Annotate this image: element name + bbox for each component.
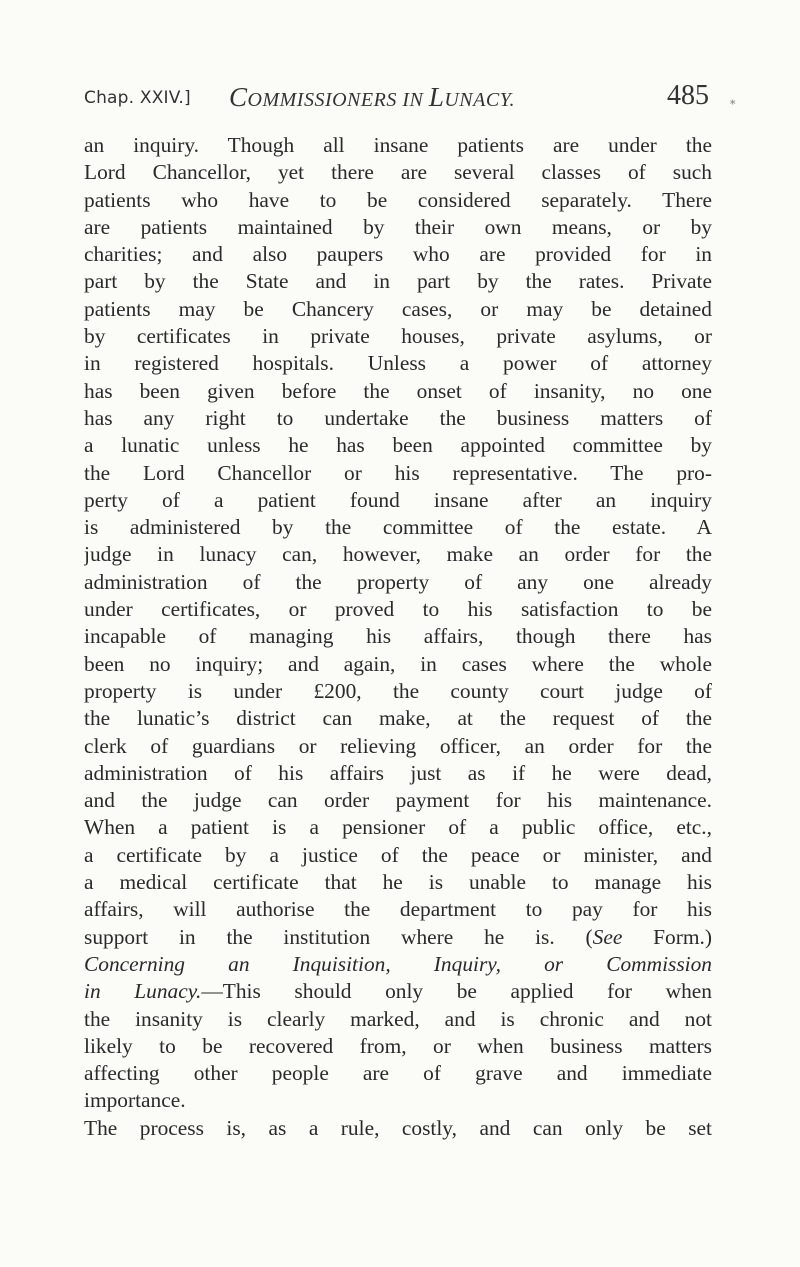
running-head bbox=[84, 80, 709, 116]
text-line: a lunatic unless he has been appointed committee by bbox=[84, 433, 712, 458]
text-line: in Lunacy.—This should only be applied for when bbox=[84, 979, 712, 1004]
text-line: patients who have to be considered separately. There bbox=[84, 187, 712, 212]
text-line: support in the institution where he is. (See Form.) bbox=[84, 924, 712, 949]
text-line: judge in lunacy can, however, make an order for the bbox=[84, 542, 712, 567]
text-line: are patients maintained by their own means, or by bbox=[84, 214, 712, 239]
text-line: importance. bbox=[84, 1088, 186, 1113]
text-line: by certificates in private houses, private asylums, or bbox=[84, 324, 712, 349]
text-line: has any right to undertake the business matters of bbox=[84, 405, 712, 430]
margin-mark: * bbox=[730, 98, 736, 111]
text-line: has been given before the onset of insanity, no one bbox=[84, 378, 712, 403]
text-line: When a patient is a pensioner of a public office, etc., bbox=[84, 815, 712, 840]
text-line: and the judge can order payment for his maintenance. bbox=[84, 788, 712, 813]
text-line: a certificate by a justice of the peace or minister, and bbox=[84, 842, 712, 867]
text-line: been no inquiry; and again, in cases where the whole bbox=[84, 651, 712, 676]
body-text bbox=[84, 132, 712, 1142]
text-line: likely to be recovered from, or when business matters bbox=[84, 1033, 712, 1058]
page-number: 485 bbox=[667, 80, 709, 111]
text-line: an inquiry. Though all insane patients are under the bbox=[84, 133, 712, 157]
text-line: under certificates, or proved to his satisfaction to be bbox=[84, 597, 712, 622]
text-line: administration of his affairs just as if he were dead, bbox=[84, 760, 712, 785]
text-line: property is under £200, the county court judge of bbox=[84, 678, 712, 703]
text-line: a medical certificate that he is unable to manage his bbox=[84, 870, 712, 895]
text-line: is administered by the committee of the estate. A bbox=[84, 515, 712, 540]
text-line: affairs, will authorise the department to pay for his bbox=[84, 897, 712, 922]
chapter-label: Chap. XXIV.] bbox=[84, 88, 191, 108]
text-line: The process is, as a rule, costly, and can only be set bbox=[84, 1115, 712, 1140]
section-heading-end: in Lunacy. bbox=[84, 979, 202, 1004]
text-line: the lunatic’s district can make, at the request of the bbox=[84, 706, 712, 731]
text-line: affecting other people are of grave and immediate bbox=[84, 1061, 712, 1086]
text-line: Lord Chancellor, yet there are several classes of such bbox=[84, 160, 712, 185]
text-line: in registered hospitals. Unless a power of attorney bbox=[84, 351, 712, 376]
text-line: charities; and also paupers who are provided for in bbox=[84, 242, 712, 267]
text-line: perty of a patient found insane after an inquiry bbox=[84, 487, 712, 512]
text-line: the insanity is clearly marked, and is chronic and not bbox=[84, 1006, 712, 1031]
text-line: clerk of guardians or relieving officer, an order for the bbox=[84, 733, 712, 758]
text-line: administration of the property of any one already bbox=[84, 569, 712, 594]
running-title: COMMISSIONERS IN LUNACY. bbox=[229, 82, 515, 112]
text-line: part by the State and in part by the rates. Private bbox=[84, 269, 712, 294]
text-line: patients may be Chancery cases, or may be detained bbox=[84, 296, 712, 321]
section-heading: Concerning an Inquisition, Inquiry, or Commission bbox=[84, 951, 712, 976]
text-line: incapable of managing his affairs, though there has bbox=[84, 624, 712, 649]
text-line: the Lord Chancellor or his representative. The pro- bbox=[84, 460, 712, 485]
